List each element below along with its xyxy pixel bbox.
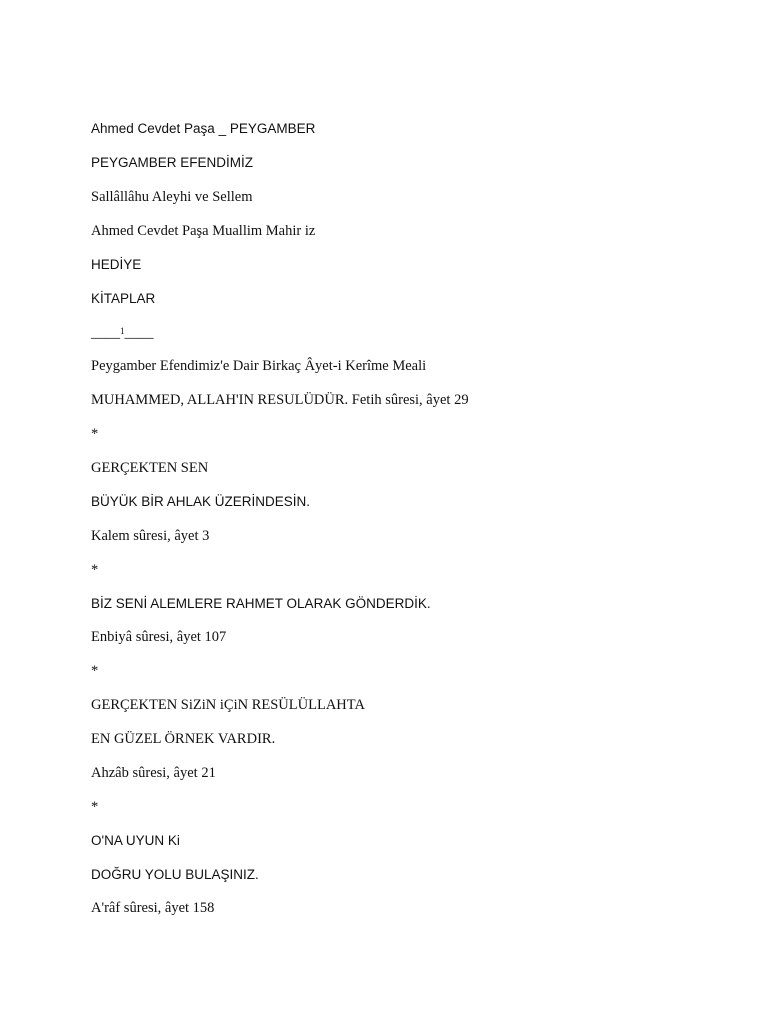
separator-star: *	[91, 799, 99, 815]
separator-star: *	[91, 562, 99, 578]
text-line: Ahmed Cevdet Paşa Muallim Mahir iz	[91, 223, 316, 239]
text-line: Kalem sûresi, âyet 3	[91, 528, 210, 544]
text-line: KİTAPLAR	[91, 291, 156, 306]
text-line: DOĞRU YOLU BULAŞINIZ.	[91, 867, 259, 882]
text-line: GERÇEKTEN SEN	[91, 460, 209, 476]
text-line: Enbiyâ sûresi, âyet 107	[91, 629, 227, 645]
separator-star: *	[91, 426, 99, 442]
text-line: PEYGAMBER EFENDİMİZ	[91, 155, 254, 170]
text-line: Sallâllâhu Aleyhi ve Sellem	[91, 189, 253, 205]
page-marker	[91, 324, 154, 343]
page-number: 1	[120, 326, 125, 336]
text-line: GERÇEKTEN SiZiN iÇiN RESÜLÜLLAHTA	[91, 697, 365, 713]
separator-star: *	[91, 663, 99, 679]
text-line: O'NA UYUN Ki	[91, 833, 180, 848]
page-marker-right: ____	[124, 325, 154, 341]
text-line: Ahmed Cevdet Paşa _ PEYGAMBER	[91, 121, 316, 136]
text-line: HEDİYE	[91, 257, 142, 272]
text-line: A'râf sûresi, âyet 158	[91, 900, 215, 916]
text-line: BİZ SENİ ALEMLERE RAHMET OLARAK GÖNDERDİK.	[91, 596, 431, 611]
text-line: BÜYÜK BİR AHLAK ÜZERİNDESİN.	[91, 494, 311, 509]
text-line: Ahzâb sûresi, âyet 21	[91, 765, 216, 781]
text-line: MUHAMMED, ALLAH'IN RESULÜDÜR. Fetih sûresi, âyet 29	[91, 392, 469, 408]
text-line: Peygamber Efendimiz'e Dair Birkaç Âyet-i Kerîme Meali	[91, 358, 427, 374]
page-marker-left: ____	[91, 325, 120, 341]
text-line: EN GÜZEL ÖRNEK VARDIR.	[91, 731, 276, 747]
